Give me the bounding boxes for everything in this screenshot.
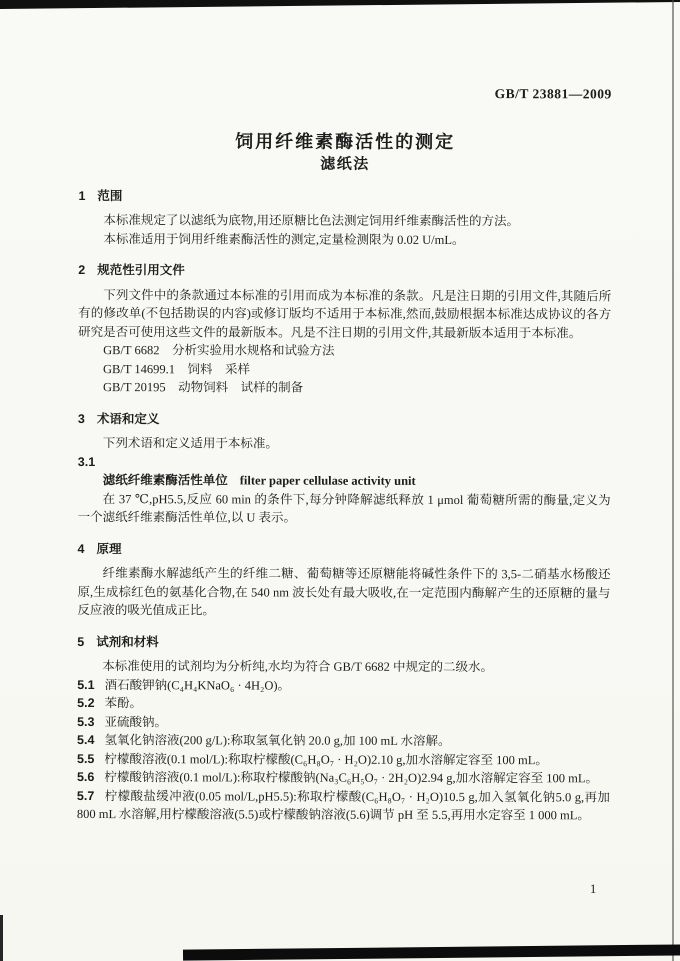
- reagent-item-5-2: [77, 694, 610, 714]
- reagent-text: 氢氧化钠溶液(200 g/L):称取氢氧化钠 20.0 g,加 100 mL 水溶解。: [104, 733, 451, 748]
- term-entry: [78, 471, 611, 491]
- reagent-text: 柠檬酸盐缓冲液(0.05 mol/L,pH5.5):称取柠檬酸(C₆H₈O₇ · H₂O)10.5 g,加入氢氧化钠5.0 g,再加 800 mL 水溶解,用柠檬酸溶液(5.5)或柠檬酸钠溶液(5.6)调节 pH 至 5.5,再用水定容至 1 000 mL。: [76, 788, 610, 823]
- section-3-paragraph-1: 下列术语和定义适用于本标准。: [102, 436, 278, 451]
- document-subtitle: 滤纸法: [320, 155, 370, 173]
- scan-bottom-edge-artifact: [183, 944, 680, 960]
- section-1-number: 1: [78, 188, 86, 203]
- section-1-paragraph-2: 本标准适用于饲用纤维素酶活性的测定,定量检测限为 0.02 U/mL。: [103, 231, 465, 247]
- section-4-paragraph-1: 纤维素酶水解滤纸产生的纤维二糖、葡萄糖等还原糖能将碱性条件下的 3,5-二硝基水杨酸还原,生成棕红色的氨基化合物,在 540 nm 波长处有最大吸收,在一定范围内酶解产生的还原糖的量与反应液的吸光值成正比。: [77, 566, 611, 618]
- normative-reference-3: GB/T 20195 动物饲料 试样的制备: [102, 380, 304, 395]
- section-1-paragraph-1: 本标准规定了以滤纸为底物,用还原糖比色法测定饲用纤维素酶活性的方法。: [103, 213, 520, 229]
- document-content: [77, 0, 612, 825]
- reagent-number: 5.2: [77, 695, 95, 711]
- reagent-number: 5.5: [76, 751, 95, 766]
- reagent-item-5-4: [77, 731, 610, 751]
- section-1-heading: [78, 186, 611, 206]
- section-5-number: 5: [77, 634, 85, 649]
- normative-reference-1: GB/T 6682 分析实验用水规格和试验方法: [103, 343, 335, 358]
- section-3-title: 术语和定义: [96, 411, 160, 426]
- reagent-text: 亚硫酸钠。: [104, 714, 168, 729]
- reagent-text: 苯酚。: [104, 696, 143, 711]
- reagent-number: 5.6: [76, 769, 95, 785]
- reagent-number: 5.7: [76, 788, 95, 803]
- reagent-text: 柠檬酸溶液(0.1 mol/L):称取柠檬酸(C₆H₈O₇ · H₂O)2.10 g,加水溶解定容至 100 mL。: [104, 751, 548, 767]
- section-2-paragraph-1: 下列文件中的条款通过本标准的引用而成为本标准的条款。凡是注日期的引用文件,其随后所有的修改单(不包括勘误的内容)或修订版均不适用于本标准,然而,鼓励根据本标准达成协议的各方研究是否可使用这些文件的最新版本。凡是不注日期的引用文件,其最新版本适用于本标准。: [78, 287, 612, 340]
- reagent-item-5-3: [77, 712, 610, 732]
- reagent-item-5-1: [77, 675, 610, 695]
- section-5-title: 试剂和材料: [96, 634, 159, 649]
- section-5-heading: [77, 632, 610, 652]
- reagent-number: 5.1: [77, 677, 95, 692]
- section-2-number: 2: [78, 262, 86, 278]
- reagent-item-5-7: [77, 786, 610, 824]
- term-definition: 在 37 ℃,pH5.5,反应 60 min 的条件下,每分钟降解滤纸释放 1 μmol 葡萄糖所需的酶量,定义为一个滤纸纤维素酶活性单位,以 U 表示。: [77, 491, 611, 525]
- normative-reference-2: GB/T 14699.1 饲料 采样: [103, 361, 251, 376]
- section-4-heading: [78, 539, 611, 559]
- section-3-number: 3: [77, 411, 85, 426]
- term-entry-number: 3.1: [77, 454, 96, 469]
- section-5-intro: 本标准使用的试剂均为分析纯,水均为符合 GB/T 6682 中规定的二级水。: [102, 659, 494, 675]
- reagent-text: 柠檬酸钠溶液(0.1 mol/L):称取柠檬酸钠(Na₃C₆H₅O₇ · 2H₂O)2.94 g,加水溶解定容至 100 mL。: [104, 770, 599, 786]
- section-2-heading: [78, 261, 611, 281]
- section-3-heading: [78, 409, 611, 429]
- reagent-number: 5.4: [77, 732, 95, 748]
- term-name-english: filter paper cellulase activity unit: [239, 473, 416, 488]
- section-2-title: 规范性引用文件: [97, 263, 185, 278]
- reagent-number: 5.3: [77, 714, 95, 729]
- reagent-item-5-5: [77, 749, 610, 769]
- section-1-title: 范围: [97, 188, 123, 203]
- reagent-item-5-6: [77, 768, 610, 788]
- page-number: 1: [590, 882, 597, 896]
- section-4-number: 4: [77, 541, 85, 556]
- scan-left-edge-artifact: [0, 915, 3, 961]
- reagent-text: 酒石酸钾钠(C₄H₄KNaO₆ · 4H₂O)。: [104, 677, 291, 693]
- section-4-title: 原理: [96, 541, 122, 556]
- scan-right-edge-artifact: [672, 0, 674, 961]
- term-name-chinese: 滤纸纤维素酶活性单位: [102, 473, 228, 488]
- document-title: 饲用纤维素酶活性的测定: [235, 130, 456, 152]
- standard-number: GB/T 23881—2009: [494, 86, 612, 102]
